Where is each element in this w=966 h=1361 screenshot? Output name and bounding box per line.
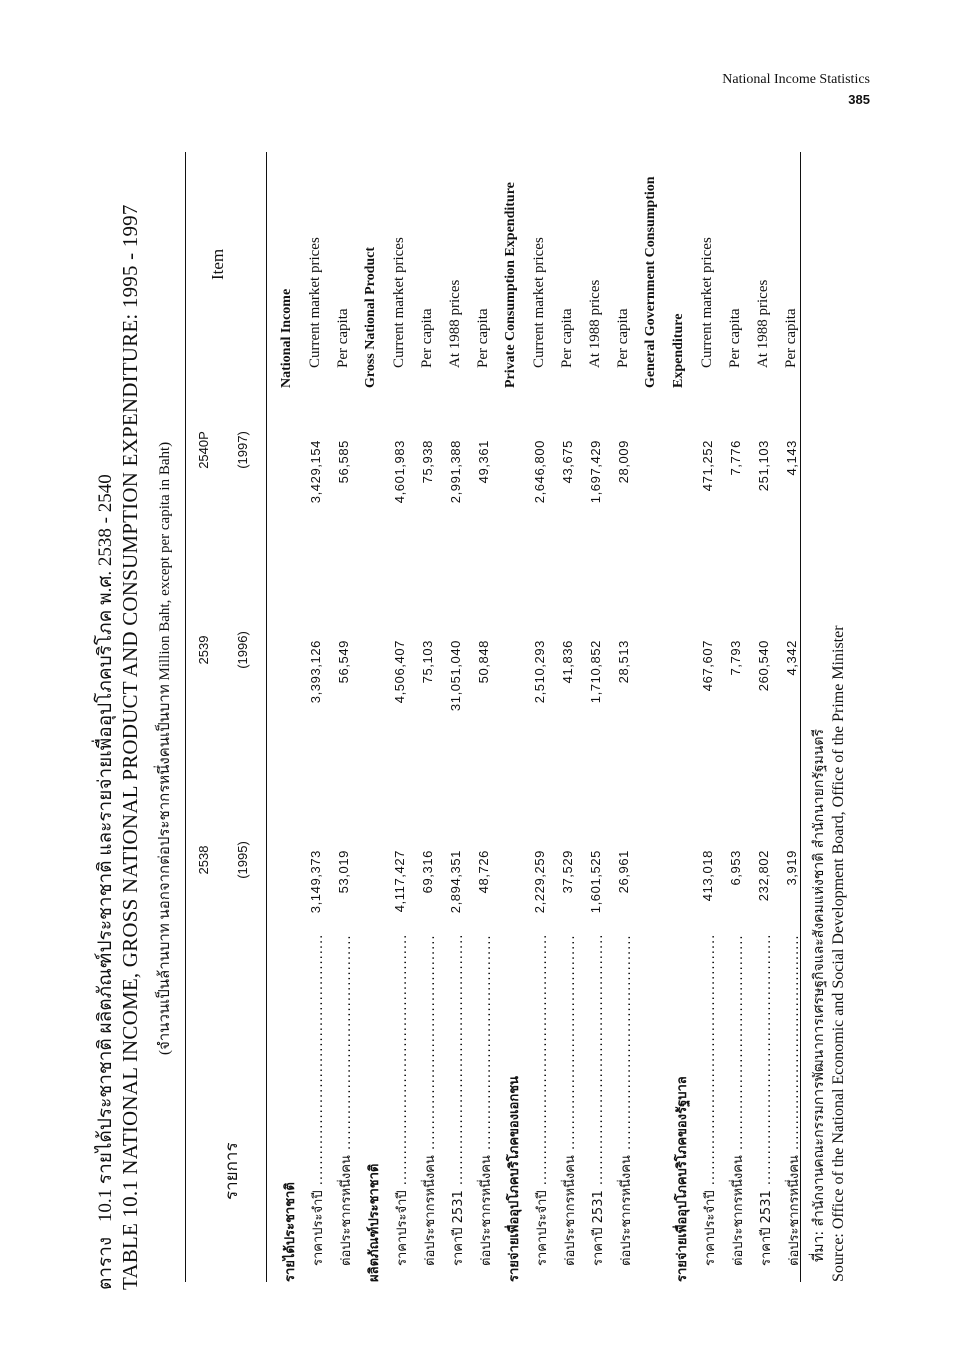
rotated-table-page [90,130,847,1290]
table-body [275,130,807,1290]
row-label-thai: ต่อประชากรหนึ่งคน ..... [559,936,580,1266]
row-label-english: Per capita [559,308,575,368]
cell-1996: 7,793 [728,640,743,676]
cell-1996: 50,848 [476,640,491,684]
row-label-thai: ต่อประชากรหนึ่งคน ..... [615,936,636,1266]
row-label-english: Per capita [419,308,435,368]
cell-1996: 4,506,407 [392,640,407,704]
cell-1996: 2,510,293 [532,640,547,704]
row-label-english: Current market prices [531,237,547,368]
row-label-thai: ต่อประชากรหนึ่งคน ..... [335,936,356,1266]
column-thai-year: 2538 [196,845,211,875]
header-rule [266,152,267,1282]
row-label-english: National Income [279,288,294,388]
row-label-thai: ต่อประชากรหนึ่งคน ..... [475,936,496,1266]
item-header-thai: รายการ [222,1142,242,1200]
cell-1997: 471,252 [700,440,715,492]
table-row [275,130,303,1290]
table-row [779,130,807,1290]
cell-1997: 28,009 [616,440,631,484]
row-label-english: At 1988 prices [447,279,463,368]
table-row [499,130,527,1290]
row-label-english: Current market prices [307,237,323,368]
source-english: Source: Office of the National Economic and Social Development Board, Office of the Prime Minister [830,625,847,1282]
cell-1997: 75,938 [420,440,435,484]
row-label-english: Expenditure [671,313,686,388]
row-label-thai: ราคาปี 2531 ..... [755,936,776,1266]
item-header-english: Item [208,248,227,280]
cell-1997: 1,697,429 [588,440,603,504]
table-title-english: TABLE 10.1 NATIONAL INCOME, GROSS NATIONAL PRODUCT AND CONSUMPTION EXPENDITURE: 1995 - 1997 [118,204,142,1290]
table-row [723,130,751,1290]
column-year: (1995) [235,841,250,879]
column-thai-year: 2540P [196,431,211,469]
cell-1995: 2,894,351 [448,850,463,914]
row-label-thai: ต่อประชากรหนึ่งคน ..... [783,936,804,1266]
cell-1997: 7,776 [728,440,743,476]
cell-1996: 56,549 [336,640,351,684]
row-label-english: General Government Consumption [643,176,658,388]
cell-1997: 56,585 [336,440,351,484]
table-row [695,130,723,1290]
cell-1997: 2,991,388 [448,440,463,504]
column-header-1996 [196,600,250,700]
cell-1996: 75,103 [420,640,435,684]
cell-1997: 43,675 [560,440,575,484]
cell-1996: 3,393,126 [308,640,323,704]
row-label-english: Per capita [335,308,351,368]
row-label-english: At 1988 prices [587,279,603,368]
column-year: (1997) [235,431,250,469]
cell-1995: 3,149,373 [308,850,323,914]
row-label-thai: รายจ่ายเพื่ออุปโภคบริโภคของเอกชน [507,1076,522,1282]
row-label-thai: ราคาปี 2531 ..... [447,936,468,1266]
table-row [555,130,583,1290]
table-row [387,130,415,1290]
row-label-thai: รายได้ประชาชาติ [283,1182,298,1282]
table-label-thai: ตาราง [95,1236,116,1290]
cell-1997: 251,103 [756,440,771,492]
cell-1995: 4,117,427 [392,850,407,913]
row-label-english: Per capita [615,308,631,368]
page-header [722,70,870,110]
cell-1996: 28,513 [616,640,631,684]
cell-1997: 2,646,800 [532,440,547,504]
cell-1997: 4,601,983 [392,440,407,504]
row-label-english: Private Consumption Expenditure [503,182,518,388]
cell-1995: 69,316 [420,850,435,894]
cell-1995: 53,019 [336,850,351,894]
cell-1996: 31,051,040 [448,640,463,712]
cell-1997: 49,361 [476,440,491,484]
column-thai-year: 2539 [196,635,211,665]
column-header-1997 [196,400,250,500]
cell-1995: 48,726 [476,850,491,894]
cell-1995: 3,919 [784,850,799,886]
table-row [527,130,555,1290]
cell-1995: 2,229,259 [532,850,547,914]
page-header-title: National Income Statistics [722,72,870,87]
cell-1997: 3,429,154 [308,440,323,504]
row-label-thai: ราคาประจำปี ..... [531,936,552,1266]
table-subtitle: (จำนวนเป็นล้านบาท นอกจากต่อประชากรหนึ่งคนเป็นบาท Million Baht, except per capita in Baht) [157,441,173,1055]
table-row [443,130,471,1290]
row-label-thai: รายจ่ายเพื่ออุปโภคบริโภคของรัฐบาล [675,1076,690,1282]
bottom-rule [800,152,801,1282]
top-rule [185,152,186,1282]
cell-1995: 6,953 [728,850,743,886]
row-label-english: Gross National Product [363,246,378,388]
row-label-english: Per capita [727,308,743,368]
row-label-thai: ราคาประจำปี ..... [699,936,720,1266]
table-title-thai-text: 10.1 รายได้ประชาชาติ ผลิตภัณฑ์ประชาชาติ และรายจ่ายเพื่ออุปโภคบริโภค พ.ศ. 2538 - 2540 [95,474,116,1223]
cell-1995: 413,018 [700,850,715,902]
row-label-english: Current market prices [391,237,407,368]
row-label-english: Per capita [783,308,799,368]
cell-1997: 4,143 [784,440,799,476]
table-row [415,130,443,1290]
row-label-english: Current market prices [699,237,715,368]
row-label-thai: ราคาปี 2531 ..... [587,936,608,1266]
table-row [359,130,387,1290]
row-label-thai: ราคาประจำปี ..... [391,936,412,1266]
table-row [303,130,331,1290]
row-label-thai: ราคาประจำปี ..... [307,936,328,1266]
row-label-english: At 1988 prices [755,279,771,368]
row-label-thai: ผลิตภัณฑ์ประชาชาติ [367,1163,382,1282]
page-number: 385 [848,92,870,107]
cell-1995: 37,529 [560,850,575,894]
cell-1996: 467,607 [700,640,715,692]
table-row [583,130,611,1290]
row-label-thai: ต่อประชากรหนึ่งคน ..... [727,936,748,1266]
cell-1996: 260,540 [756,640,771,692]
table-row [751,130,779,1290]
table-row [471,130,499,1290]
cell-1995: 232,802 [756,850,771,902]
cell-1996: 1,710,852 [588,640,603,704]
cell-1995: 26,961 [616,850,631,894]
source-thai: ที่มา: สำนักงานคณะกรรมการพัฒนาการเศรษฐกิจและสังคมแห่งชาติ สำนักนายกรัฐมนตรี [811,729,827,1262]
cell-1996: 4,342 [784,640,799,676]
row-label-thai: ต่อประชากรหนึ่งคน ..... [419,936,440,1266]
cell-1996: 41,836 [560,640,575,684]
row-label-english: Per capita [475,308,491,368]
table-row [331,130,359,1290]
column-header-1995 [196,810,250,910]
table-row [611,130,639,1290]
cell-1995: 1,601,525 [588,850,603,914]
column-year: (1996) [235,631,250,669]
table-title-thai [90,474,120,1290]
table-row [639,130,667,1290]
table-row [667,130,695,1290]
